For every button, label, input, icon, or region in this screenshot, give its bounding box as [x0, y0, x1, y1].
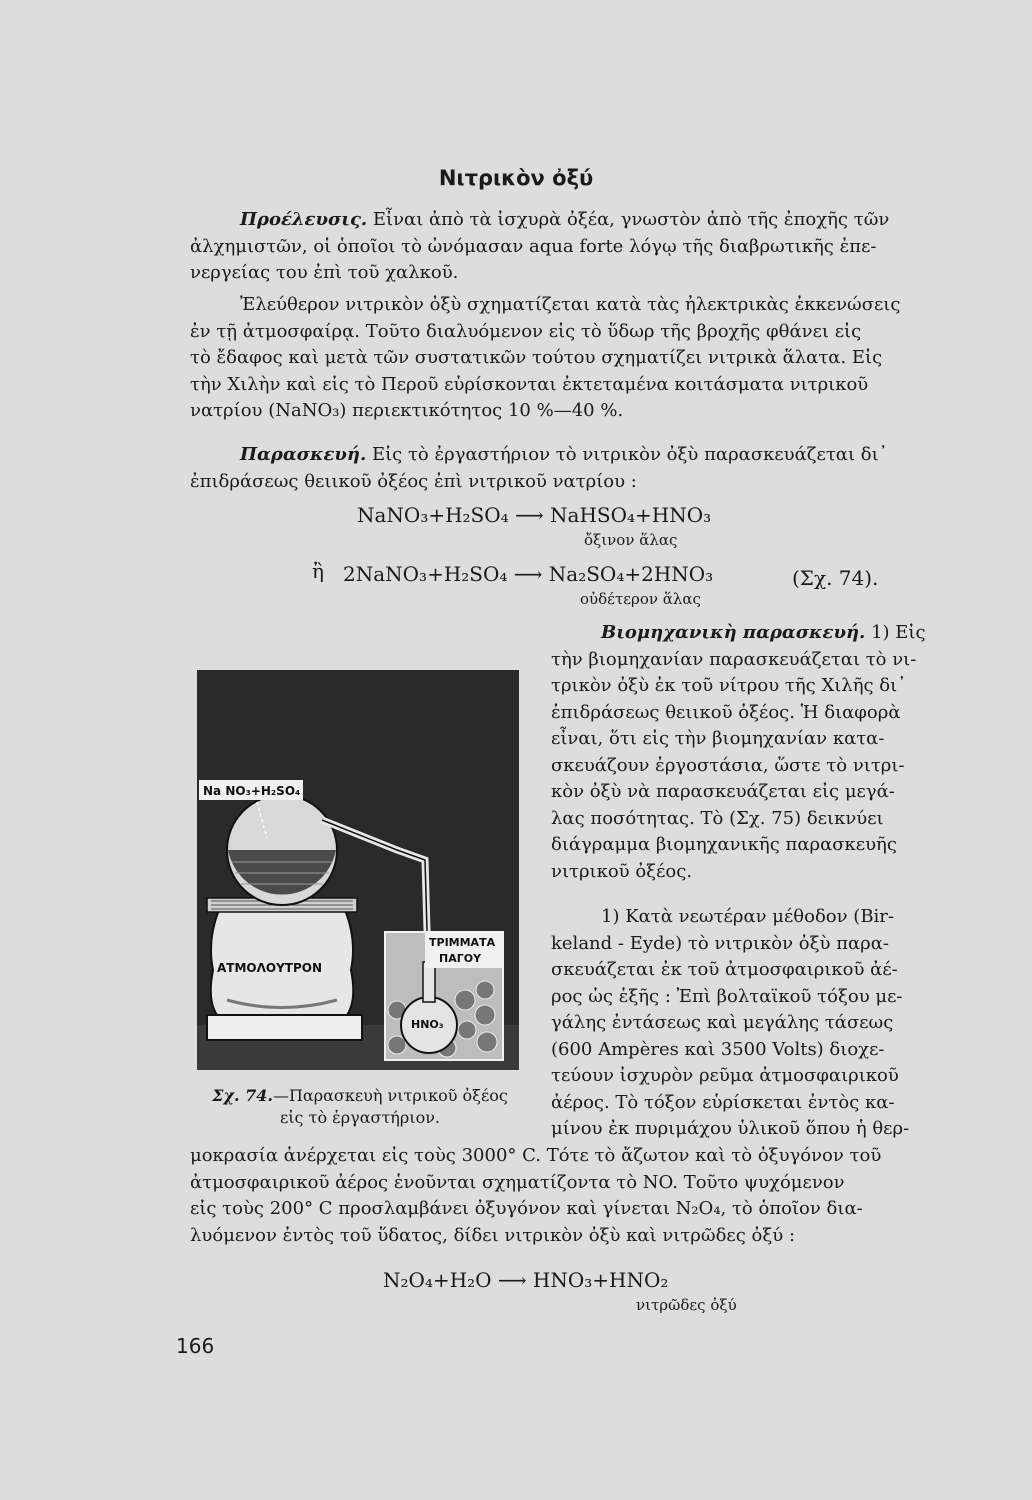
ice-chunk [475, 1005, 495, 1025]
provenance-line-3: νεργείας του ἐπὶ τοῦ χαλκοῦ. [190, 262, 459, 283]
equation-1-note: ὄξινον ἅλας [584, 531, 678, 549]
industrial-line-6: σκευάζουν ἐργοστάσια, ὥστε τὸ νιτρι- [551, 754, 905, 776]
free-acid-line-5: νατρίου (NaNO₃) περιεκτικότητος 10 %—40 %. [190, 400, 624, 421]
birkeland-full-line-3: εἰς τοὺς 200° C προσλαμβάνει ὀξυγόνον καὶ γίνεται N₂O₄, τὸ ὁποῖον δια- [190, 1198, 863, 1219]
free-acid-line-3: τὸ ἔδαφος καὶ μετὰ τῶν συστατικῶν τούτου σχηματίζει νιτρικὰ ἅλατα. Εἰς [190, 347, 883, 368]
birkeland-line-7: τεύουν ἰσχυρὸν ρεῦμα ἀτμοσφαιρικοῦ [551, 1065, 899, 1086]
equation-or: ἢ [312, 559, 324, 583]
product-label: HNO₃ [411, 1018, 444, 1031]
industrial-line-9: διάγραμμα βιομηχανικῆς παρασκευῆς [551, 834, 897, 855]
ice-label-line-2: ΠΑΓΟΥ [439, 952, 482, 965]
birkeland-line-4: ρος ὡς ἑξῆς : Ἐπὶ βολταϊκοῦ τόξου με- [551, 985, 903, 1007]
birkeland-line-5: γάλης ἐντάσεως καὶ μεγάλης τάσεως [551, 1012, 894, 1033]
figure-74-apparatus [197, 670, 519, 1070]
page-title: Νιτρικὸν ὀξύ [438, 166, 594, 190]
preparation-line-1: Παρασκευή. Εἰς τὸ ἐργαστήριον τὸ νιτρικὸν ὀξὺ παρασκευάζεται δι᾿ [240, 444, 888, 465]
preparation-line-2: ἐπιδράσεως θειικοῦ ὀξέος ἐπὶ νιτρικοῦ νατρίου : [190, 470, 637, 492]
ice-chunk [476, 981, 494, 999]
industrial-line-3: τρικὸν ὀξὺ ἐκ τοῦ νίτρου τῆς Χιλῆς δι᾿ [551, 675, 907, 696]
steam-bath-base [207, 1015, 362, 1040]
industrial-line-8: λας ποσότητας. Τὸ (Σχ. 75) δεικνύει [551, 807, 884, 829]
equation-2-ref: (Σχ. 74). [792, 566, 879, 590]
steam-bath-label: ΑΤΜΟΛΟΥΤΡΟΝ [217, 961, 323, 975]
birkeland-line-9: μίνου ἐκ πυριμάχου ὑλικοῦ ὅπου ἡ θερ- [551, 1118, 910, 1139]
equation-2: 2NaNO₃+H₂SO₄ ⟶ Na₂SO₄+2HNO₃ [343, 562, 714, 586]
birkeland-line-3: σκευάζεται ἐκ τοῦ ἀτμοσφαιρικοῦ ἀέ- [551, 959, 898, 980]
industrial-heading: Βιομηχανικὴ παρασκευή. [601, 622, 866, 643]
caption-line-2: εἰς τὸ ἐργαστήριον. [279, 1108, 441, 1127]
ice-chunk [388, 1036, 406, 1054]
ice-chunk [477, 1032, 497, 1052]
ice-label-line-1: ΤΡΙΜΜΑΤΑ [429, 936, 496, 949]
provenance-line-2: ἀλχημιστῶν, οἱ ὁποῖοι τὸ ὠνόμασαν aqua forte λόγῳ τῆς διαβρωτικῆς ἐπε- [190, 235, 877, 257]
free-acid-paragraph [190, 292, 935, 425]
figure-74-caption [190, 1085, 530, 1129]
caption-number: Σχ. 74. [212, 1086, 273, 1105]
equation-3-note: νιτρῶδες ὀξύ [636, 1296, 737, 1314]
free-acid-line-1: Ἐλεύθερον νιτρικὸν ὀξὺ σχηματίζεται κατὰ τὰς ἠλεκτρικὰς ἐκκενώσεις [240, 294, 901, 315]
industrial-line-10: νιτρικοῦ ὀξέος. [551, 860, 693, 882]
birkeland-full-line-2: ἀτμοσφαιρικοῦ ἀέρος ἑνοῦνται σχηματίζοντα τὸ NO. Τοῦτο ψυχόμενον [190, 1171, 845, 1193]
industrial-line-2: τὴν βιομηχανίαν παρασκευάζεται τὸ νι- [551, 648, 917, 670]
ice-chunk [455, 990, 475, 1010]
ice-chunk [458, 1021, 476, 1039]
preparation-paragraph [190, 442, 935, 495]
equation-1: NaNO₃+H₂SO₄ ⟶ NaHSO₄+HNO₃ [357, 503, 712, 527]
industrial-line-1: Βιομηχανικὴ παρασκευή. 1) Εἰς [601, 622, 926, 643]
provenance-heading: Προέλευσις. [240, 209, 368, 230]
birkeland-continuation [190, 1143, 935, 1249]
equation-2-note: οὐδέτερον ἅλας [580, 590, 701, 608]
preparation-heading: Παρασκευή. [240, 444, 367, 465]
industrial-line-4: ἐπιδράσεως θειικοῦ ὀξέος. Ἡ διαφορὰ [551, 701, 901, 723]
caption-line-1: Σχ. 74.—Παρασκευὴ νιτρικοῦ ὀξέος [212, 1086, 508, 1105]
provenance-line-1: Προέλευσις. Εἶναι ἀπὸ τὰ ἰσχυρὰ ὀξέα, γνωστὸν ἀπὸ τῆς ἐποχῆς τῶν [240, 209, 890, 230]
free-acid-line-4: τὴν Χιλὴν καὶ εἰς τὸ Περοῦ εὑρίσκονται ἐκτεταμένα κοιτάσματα νιτρικοῦ [190, 373, 869, 395]
equation-3: N₂O₄+H₂O ⟶ HNO₃+HNO₂ [383, 1268, 669, 1292]
birkeland-paragraph [551, 904, 931, 1143]
birkeland-line-1: 1) Κατὰ νεωτέραν μέθοδον (Bir- [601, 906, 894, 927]
birkeland-full-line-4: λυόμενον ἐντὸς τοῦ ὕδατος, δίδει νιτρικὸν ὀξὺ καὶ νιτρῶδες ὀξύ : [190, 1224, 796, 1246]
birkeland-line-6: (600 Ampères καὶ 3500 Volts) διοχε- [551, 1038, 885, 1060]
page-number: 166 [176, 1334, 215, 1358]
reagent-label: Na NO₃+H₂SO₄ [203, 784, 301, 798]
birkeland-line-8: ἀέρος. Τὸ τόξον εὑρίσκεται ἐντὸς κα- [551, 1091, 895, 1113]
industrial-line-7: κὸν ὀξὺ νὰ παρασκευάζεται εἰς μεγά- [551, 781, 895, 802]
free-acid-line-2: ἐν τῇ ἀτμοσφαίρᾳ. Τοῦτο διαλυόμενον εἰς τὸ ὕδωρ τῆς βροχῆς φθάνει εἰς [190, 320, 862, 342]
provenance-paragraph [190, 207, 935, 287]
industrial-paragraph [551, 620, 931, 885]
industrial-line-5: εἶναι, ὅτι εἰς τὴν βιομηχανίαν κατα- [551, 728, 885, 749]
birkeland-line-2: keland - Eyde) τὸ νιτρικὸν ὀξὺ παρα- [551, 932, 890, 954]
birkeland-full-line-1: μοκρασία ἀνέρχεται εἰς τοὺς 3000° C. Τότε τὸ ἄζωτον καὶ τὸ ὀξυγόνον τοῦ [190, 1145, 882, 1166]
